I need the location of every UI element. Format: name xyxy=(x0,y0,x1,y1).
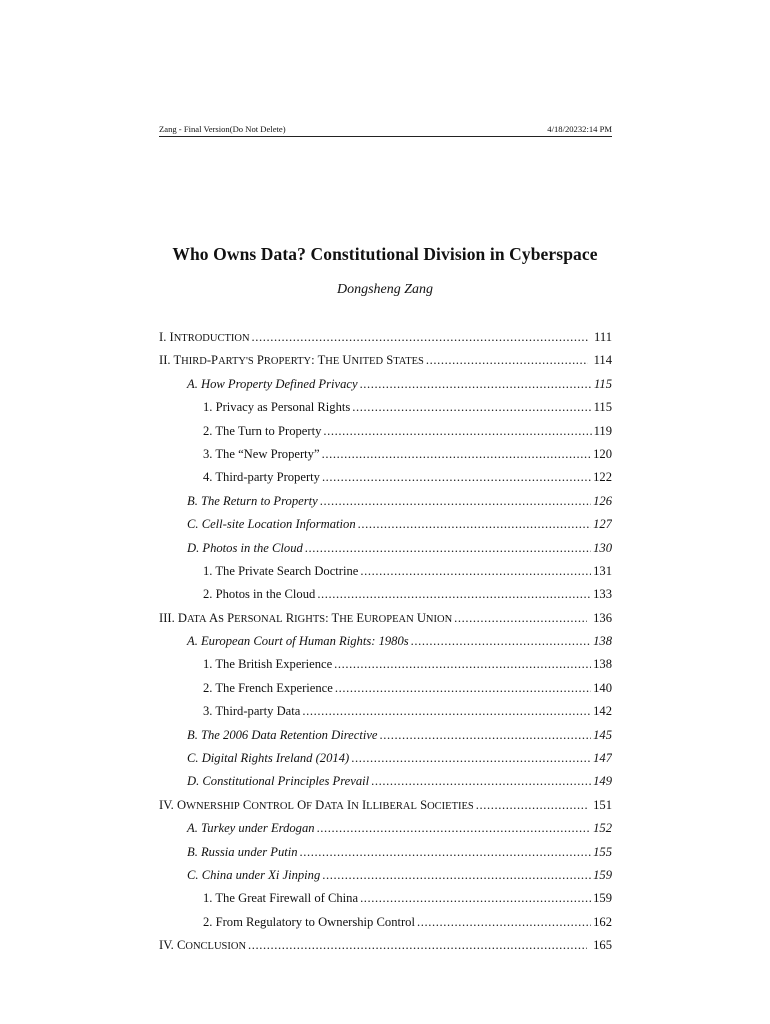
toc-page-number: 155 xyxy=(593,844,612,859)
toc-leader-dots xyxy=(351,751,591,766)
toc-leader-dots xyxy=(380,728,592,743)
toc-leader-dots xyxy=(454,611,587,626)
toc-entry xyxy=(159,494,612,517)
toc-leader-dots xyxy=(248,938,587,953)
toc-entry-label xyxy=(187,868,320,883)
toc-leader-dots xyxy=(323,424,591,439)
toc-entry-text: THE UNITED STATES xyxy=(317,353,424,368)
toc-leader-dots xyxy=(322,868,591,883)
toc-entry-text: 2. The French Experience xyxy=(203,680,333,695)
toc-entry-text: A. European Court of Human Rights: 1980s xyxy=(187,634,409,649)
toc-entry-text: DATA AS PERSONAL RIGHTS xyxy=(177,610,326,625)
toc-entry-text: : xyxy=(325,610,332,625)
toc-leader-dots xyxy=(417,915,591,930)
toc-entry-text: 1. Privacy as Personal Rights xyxy=(203,400,351,415)
toc-entry-text: 4. Third-party Property xyxy=(203,470,320,485)
toc-entry-label xyxy=(159,798,474,813)
toc-page-number: 115 xyxy=(593,400,612,415)
toc-entry-text: 3. The “New Property” xyxy=(203,446,320,461)
article-title: Who Owns Data? Constitutional Division in Cyberspace xyxy=(172,244,598,264)
toc-entry-label xyxy=(159,938,246,953)
header-left-text: Zang - Final Version(Do Not Delete) xyxy=(159,124,286,134)
toc-page-number: 126 xyxy=(593,493,612,508)
toc-entry xyxy=(159,634,612,657)
toc-entry-text: OWNERSHIP CONTROL OF DATA IN ILLIBERAL SOCIETIES xyxy=(176,797,474,812)
toc-entry xyxy=(159,915,612,938)
toc-entry-label xyxy=(203,447,320,462)
toc-entry xyxy=(159,774,612,797)
toc-page-number: 120 xyxy=(593,446,612,461)
toc-page-number: 162 xyxy=(593,914,612,929)
toc-page-number: 159 xyxy=(593,867,612,882)
toc-entry xyxy=(159,938,612,961)
table-of-contents xyxy=(159,330,612,962)
toc-page-number: 147 xyxy=(593,751,612,766)
toc-entry-label xyxy=(203,891,358,906)
toc-entry-numeral: IV. xyxy=(159,797,177,812)
toc-entry-text: INTRODUCTION xyxy=(169,330,250,344)
toc-entry-text: C. Cell-site Location Information xyxy=(187,517,356,532)
toc-page-number: 115 xyxy=(594,376,612,391)
toc-entry-label xyxy=(187,728,378,743)
toc-leader-dots xyxy=(322,470,591,485)
toc-entry-label xyxy=(187,821,315,836)
toc-page-number: 159 xyxy=(593,891,612,906)
toc-entry xyxy=(159,470,612,493)
toc-entry xyxy=(159,821,612,844)
running-header xyxy=(159,124,612,137)
toc-page-number: 142 xyxy=(593,704,612,719)
toc-leader-dots xyxy=(360,377,592,392)
toc-entry-text: 1. The British Experience xyxy=(203,657,333,672)
toc-entry xyxy=(159,728,612,751)
toc-leader-dots xyxy=(411,634,591,649)
toc-leader-dots xyxy=(305,541,591,556)
toc-entry-text: D. Photos in the Cloud xyxy=(187,540,303,555)
toc-leader-dots xyxy=(302,704,591,719)
toc-entry-text: THIRD-PARTY'S PROPERTY xyxy=(173,353,312,368)
toc-entry-label xyxy=(203,587,315,602)
toc-entry-text: 2. From Regulatory to Ownership Control xyxy=(203,914,415,929)
toc-entry-numeral: II. xyxy=(159,353,174,368)
toc-entry-text: 1. The Private Search Doctrine xyxy=(203,563,359,578)
toc-entry-text: A. Turkey under Erdogan xyxy=(187,821,315,836)
toc-entry-label xyxy=(203,470,320,485)
toc-leader-dots xyxy=(322,447,592,462)
toc-entry-label xyxy=(187,774,369,789)
toc-entry-label xyxy=(203,400,350,415)
toc-entry-numeral: III. xyxy=(159,610,178,625)
toc-entry-text: 2. Photos in the Cloud xyxy=(203,587,316,602)
toc-entry-text: 1. The Great Firewall of China xyxy=(203,891,359,906)
header-right-text: 4/18/20232:14 PM xyxy=(547,124,612,134)
toc-leader-dots xyxy=(360,564,591,579)
toc-entry-text: B. The 2006 Data Retention Directive xyxy=(187,727,378,742)
toc-entry-label xyxy=(187,517,356,532)
toc-entry-text: A. How Property Defined Privacy xyxy=(187,376,358,391)
toc-entry-label xyxy=(203,564,358,579)
toc-entry-text: CONCLUSION xyxy=(176,938,247,953)
toc-leader-dots xyxy=(335,681,591,696)
toc-page-number: 127 xyxy=(593,517,612,532)
toc-entry xyxy=(159,517,612,540)
toc-entry xyxy=(159,798,612,821)
toc-entry-label xyxy=(187,494,318,509)
toc-page-number: 140 xyxy=(593,680,612,695)
article-author: Dongsheng Zang xyxy=(336,282,434,297)
toc-entry-text: D. Constitutional Principles Prevail xyxy=(187,774,370,789)
toc-entry-label xyxy=(187,377,358,392)
toc-entry-label xyxy=(203,657,332,672)
toc-page-number: 114 xyxy=(593,353,612,368)
toc-leader-dots xyxy=(358,517,591,532)
toc-entry-label xyxy=(159,611,452,626)
toc-entry xyxy=(159,681,612,704)
toc-leader-dots xyxy=(371,774,591,789)
toc-leader-dots xyxy=(317,587,591,602)
toc-entry-label xyxy=(159,353,424,368)
toc-entry-text: 3. Third-party Data xyxy=(203,704,301,719)
toc-entry xyxy=(159,891,612,914)
toc-page-number: 149 xyxy=(593,774,612,789)
toc-entry xyxy=(159,751,612,774)
toc-entry xyxy=(159,704,612,727)
toc-entry-label xyxy=(159,330,250,345)
toc-entry xyxy=(159,868,612,891)
toc-entry xyxy=(159,353,612,376)
toc-entry-text: C. China under Xi Jinping xyxy=(187,867,321,882)
toc-entry-label xyxy=(203,915,415,930)
toc-page-number: 130 xyxy=(593,540,612,555)
toc-entry xyxy=(159,447,612,470)
toc-leader-dots xyxy=(352,400,591,415)
toc-leader-dots xyxy=(252,330,589,345)
toc-entry-text: B. The Return to Property xyxy=(187,493,318,508)
toc-entry xyxy=(159,611,612,634)
toc-entry xyxy=(159,541,612,564)
toc-entry-numeral: I. xyxy=(159,330,170,344)
toc-entry-label xyxy=(187,845,298,860)
toc-page-number: 122 xyxy=(593,470,612,485)
toc-entry-text: : xyxy=(311,353,318,368)
toc-entry-text: THE EUROPEAN UNION xyxy=(331,610,453,625)
toc-page-number: 151 xyxy=(593,797,612,812)
toc-page-number: 131 xyxy=(593,563,612,578)
toc-entry-label xyxy=(187,541,303,556)
toc-entry xyxy=(159,400,612,423)
toc-page-number: 111 xyxy=(594,330,612,344)
toc-leader-dots xyxy=(317,821,592,836)
toc-entry-numeral: IV. xyxy=(159,938,177,953)
toc-entry-text: B. Russia under Putin xyxy=(187,844,298,859)
toc-page-number: 138 xyxy=(593,634,612,649)
toc-entry-text: C. Digital Rights Ireland (2014) xyxy=(187,751,350,766)
toc-leader-dots xyxy=(320,494,591,509)
toc-page-number: 145 xyxy=(593,727,612,742)
toc-entry xyxy=(159,587,612,610)
toc-page-number: 152 xyxy=(593,821,612,836)
toc-leader-dots xyxy=(426,353,588,368)
toc-entry xyxy=(159,657,612,680)
toc-leader-dots xyxy=(300,845,592,860)
toc-entry-label xyxy=(203,704,300,719)
toc-entry xyxy=(159,845,612,868)
toc-entry-text: 2. The Turn to Property xyxy=(203,423,322,438)
toc-entry-label xyxy=(203,681,333,696)
toc-entry xyxy=(159,330,612,353)
toc-page-number: 165 xyxy=(593,938,612,953)
toc-entry xyxy=(159,564,612,587)
toc-page-number: 138 xyxy=(593,657,612,672)
toc-leader-dots xyxy=(360,891,591,906)
toc-page-number: 119 xyxy=(593,423,612,438)
toc-entry-label xyxy=(187,751,349,766)
toc-entry xyxy=(159,377,612,400)
toc-leader-dots xyxy=(476,798,587,813)
toc-leader-dots xyxy=(334,657,591,672)
toc-entry-label xyxy=(187,634,409,649)
toc-entry xyxy=(159,424,612,447)
toc-entry-label xyxy=(203,424,321,439)
toc-page-number: 133 xyxy=(593,587,612,602)
toc-page-number: 136 xyxy=(593,610,612,625)
